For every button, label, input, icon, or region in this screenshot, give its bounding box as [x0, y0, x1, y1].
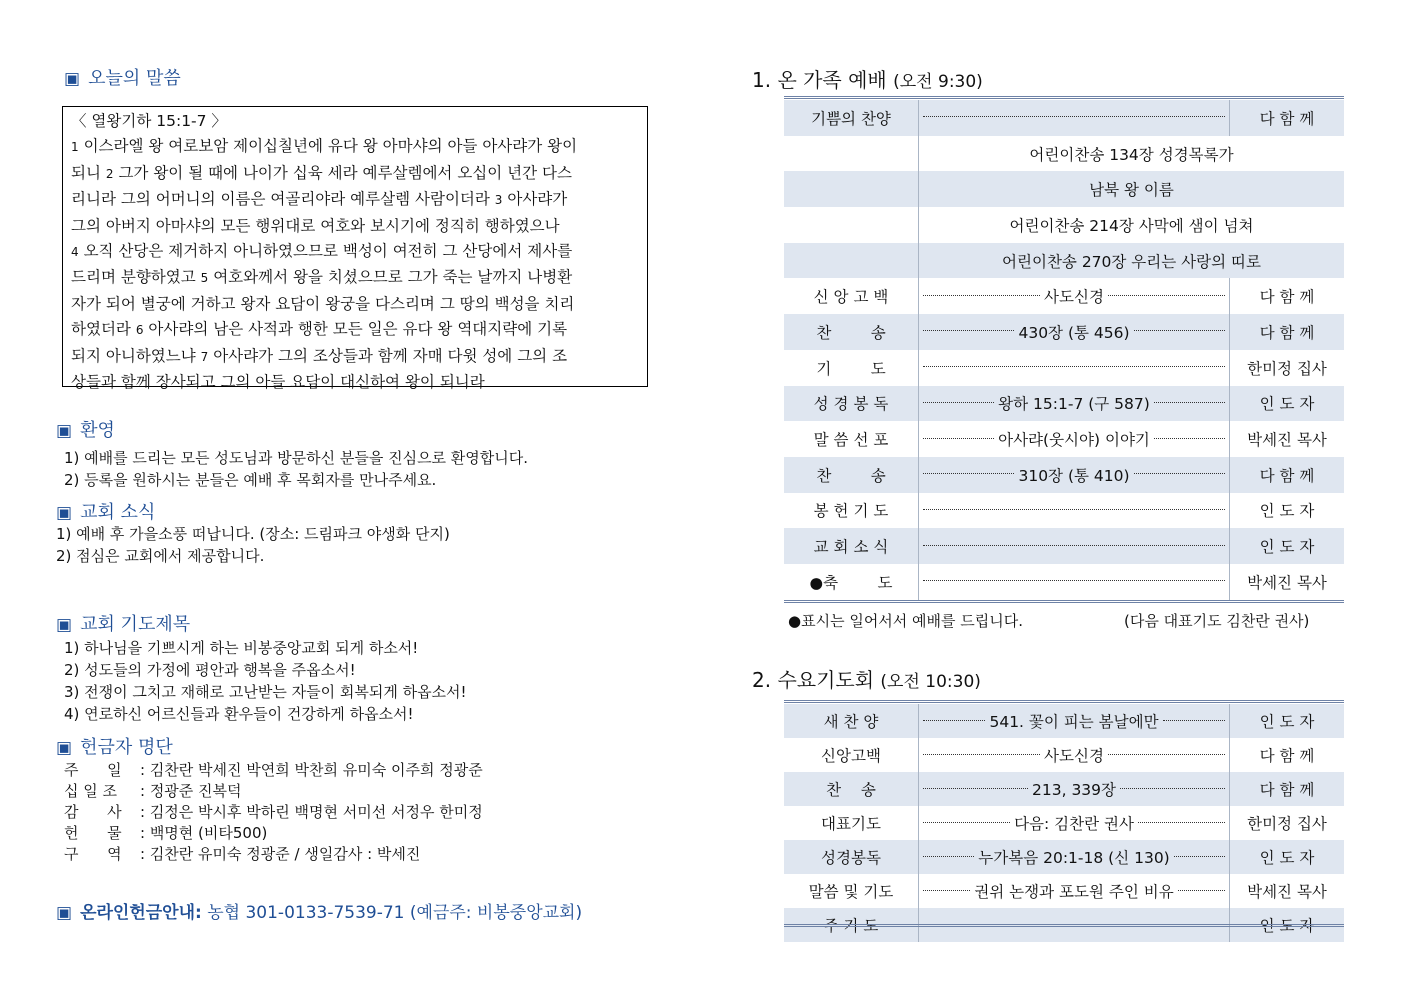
welcome-item: 1) 예배를 드리는 모든 성도님과 방문하신 분들을 진심으로 환영합니다. [64, 449, 529, 467]
dotted-leader [923, 438, 994, 439]
order-row [784, 278, 1344, 314]
order-item-name: 기 도 [784, 350, 919, 386]
order-item-name: 성 경 봉 독 [784, 386, 919, 422]
donor-title: 헌금자 명단 [80, 737, 173, 758]
prayer-item: 4) 연로하신 어르신들과 환우들이 건강하게 하옵소서! [64, 705, 414, 723]
welcome-title: 환영 [80, 420, 115, 441]
verse-text: 여호와께서 왕을 치셨으므로 그가 죽는 날까지 나병환 [208, 268, 573, 287]
verse-text: 그가 왕이 될 때에 나이가 십육 세라 예루살렘에서 오십이 년간 다스 [113, 163, 572, 182]
donor-row: 구 역 : 김찬란 유미숙 정광준 / 생일감사 : 박세진 [64, 845, 421, 863]
order-item-name: 말씀 및 기도 [784, 874, 919, 908]
worship1-bottom-rule [784, 600, 1344, 603]
order-item-leader: 다 함 께 [1230, 772, 1345, 806]
verse-text: 이스라엘 왕 여로보암 제이십칠년에 유다 왕 아마샤의 아들 아사랴가 왕이 [78, 137, 578, 156]
order-item-detail: 다음: 김찬란 권사 [1014, 815, 1134, 833]
prayer-title: 교회 기도제목 [80, 614, 191, 635]
order-item-leader: 인 도 자 [1259, 502, 1315, 521]
verse-text: 오직 산당은 제거하지 아니하였으므로 백성이 여전히 그 산당에서 제사를 [78, 242, 573, 261]
order-row [784, 874, 1344, 908]
order-row [784, 457, 1344, 493]
verse-text: 아사랴의 남은 사적과 행한 모든 일은 유다 왕 역대지략에 기록 [143, 320, 568, 339]
dotted-leader [923, 545, 1225, 546]
welcome-item: 2) 등록을 원하시는 분들은 예배 후 목회자를 만나주세요. [64, 471, 437, 489]
donor-row: 감 사 : 김정은 박시후 박하린 백명현 서미선 서정우 한미정 [64, 803, 483, 821]
verse-text: 자가 되어 별궁에 거하고 왕자 요담이 왕궁을 다스리며 그 땅의 백성을 치리 [71, 294, 575, 313]
order-row [784, 840, 1344, 874]
square-bullet-icon: ▣ [64, 69, 81, 89]
order-item-detail: 아사랴(웃시야) 이야기 [998, 431, 1150, 450]
dotted-leader [923, 580, 1225, 581]
order-item-leader: 다 함 께 [1230, 457, 1345, 493]
scripture-line [71, 370, 639, 395]
standing-note: ●표시는 일어서서 예배를 드립니다. [788, 612, 1024, 630]
verse-number: 7 [200, 349, 209, 364]
order-row [784, 421, 1344, 457]
dotted-leader [923, 754, 1040, 755]
scripture-line [71, 265, 639, 291]
dotted-leader [923, 330, 1014, 331]
order-item-detail: 왕하 15:1-7 (구 587) [998, 395, 1150, 414]
donor-list [64, 760, 483, 865]
news-title: 교회 소식 [80, 502, 156, 523]
hymn-line: 어린이찬송 214장 사막에 샘이 넘쳐 [1009, 216, 1254, 235]
scripture-line [71, 292, 639, 317]
news-list [56, 523, 450, 567]
order-item-name: 말 씀 선 포 [784, 421, 919, 457]
dotted-leader [923, 509, 1225, 510]
verse-text: 되지 아니하였느냐 [71, 346, 201, 365]
online-label: 온라인헌금안내: [80, 903, 202, 923]
worship1-title: 1. 온 가족 예배 [752, 68, 887, 92]
verse-number: 3 [494, 193, 503, 208]
order-item-detail: 310장 (통 410) [1018, 466, 1130, 485]
prayer-section-header [56, 610, 190, 636]
dotted-leader [923, 116, 1225, 117]
word-title: 오늘의 말씀 [88, 68, 181, 89]
order-row [784, 100, 1344, 136]
welcome-section-header [56, 416, 115, 442]
order-item-leader: 다 함 께 [1259, 288, 1315, 307]
verse-number: 2 [105, 166, 114, 181]
hymn-line: 어린이찬송 270장 우리는 사랑의 띠로 [919, 243, 1345, 279]
prayer-item: 3) 전쟁이 그치고 재해로 고난받는 자들이 회복되게 하옵소서! [64, 683, 467, 701]
worship2-bottom-rule [784, 924, 1344, 927]
order-row [784, 386, 1344, 422]
order-item-leader: 인 도 자 [1230, 528, 1345, 564]
dotted-leader [923, 473, 1014, 474]
dotted-leader [923, 366, 1225, 367]
word-section-header [64, 64, 181, 90]
scripture-line [71, 134, 639, 160]
scripture-line [71, 161, 639, 187]
verse-text: 상들과 함께 장사되고 그의 아들 요담이 대신하여 왕이 되니라 [71, 373, 485, 392]
dotted-leader [923, 856, 974, 857]
order-item-leader: 인 도 자 [1230, 908, 1345, 942]
worship1-heading [752, 64, 983, 93]
order-item-name: 찬 송 [784, 314, 919, 350]
order-item-detail: 541. 꽃이 피는 봄날에만 [989, 713, 1159, 731]
order-item-detail: 430장 (통 456) [1018, 323, 1130, 342]
worship2-time: (오전 10:30) [880, 672, 981, 692]
verse-number: 1 [71, 140, 79, 155]
verse-number: 5 [200, 271, 209, 286]
online-account: 농협 301-0133-7539-71 (예금주: 비봉중앙교회) [207, 903, 583, 923]
online-offering [56, 898, 582, 923]
square-bullet-icon: ▣ [56, 738, 73, 758]
order-item-detail: 누가복음 20:1-18 (신 130) [978, 849, 1170, 867]
dotted-leader [1134, 473, 1225, 474]
verse-text: 드리며 분향하였고 [71, 268, 201, 287]
worship2-table [784, 704, 1344, 942]
order-row [784, 704, 1344, 738]
hymn-line: 어린이찬송 134장 성경목록가 [1029, 145, 1234, 164]
dotted-leader [1163, 720, 1225, 721]
verse-text: 그의 아버지 아마샤의 모든 행위대로 여호와 보시기에 정직히 행하였으나 [71, 216, 560, 235]
order-item-leader: 다 함 께 [1259, 747, 1315, 765]
order-item-leader: 인 도 자 [1230, 704, 1345, 738]
order-row [784, 350, 1344, 386]
order-item-detail: 사도신경 [1044, 747, 1104, 765]
square-bullet-icon: ▣ [56, 903, 73, 923]
dotted-leader [1178, 890, 1225, 891]
verse-text: 아사랴가 [502, 190, 568, 209]
worship2-top-rule [784, 700, 1344, 703]
order-row [784, 738, 1344, 772]
square-bullet-icon: ▣ [56, 421, 73, 441]
next-prayer-note: (다음 대표기도 김찬란 권사) [1124, 612, 1310, 630]
dotted-leader [923, 890, 970, 891]
order-item-name: 새 찬 양 [784, 704, 919, 738]
dotted-leader [1154, 438, 1225, 439]
order-item-name: 신 앙 고 백 [784, 278, 919, 314]
order-item-leader: 박세진 목사 [1247, 573, 1327, 592]
order-row [784, 243, 1344, 279]
dotted-leader [1108, 295, 1225, 296]
order-item-name: 찬 송 [784, 772, 919, 806]
order-item-leader: 다 함 께 [1230, 314, 1345, 350]
order-item-detail: 사도신경 [1044, 288, 1104, 307]
order-item-name [784, 207, 919, 243]
dotted-leader [923, 822, 1010, 823]
scripture-line [71, 344, 639, 370]
order-item-name: 기쁨의 찬양 [784, 100, 919, 136]
order-row [784, 136, 1344, 172]
worship1-time: (오전 9:30) [893, 72, 983, 92]
order-row [784, 806, 1344, 840]
prayer-list [64, 637, 467, 725]
order-row [784, 493, 1344, 529]
dotted-leader [1138, 822, 1225, 823]
scripture-line [71, 187, 639, 213]
square-bullet-icon: ▣ [56, 503, 73, 523]
verse-number: 6 [135, 323, 144, 338]
order-row [784, 528, 1344, 564]
donor-row: 헌 물 : 백명현 (비타500) [64, 824, 268, 842]
order-item-name [784, 136, 919, 172]
worship2-heading [752, 664, 981, 693]
order-row [784, 207, 1344, 243]
order-item-detail: 권위 논쟁과 포도원 주인 비유 [974, 883, 1174, 901]
scripture-line [71, 214, 639, 239]
dotted-leader [1120, 788, 1225, 789]
donor-row: 십 일 조 : 정광준 진복덕 [64, 782, 242, 800]
scripture-ref: 〈 열왕기하 15:1-7 〉 [71, 112, 227, 130]
verse-number: 4 [71, 245, 79, 260]
dotted-leader [923, 720, 985, 721]
verse-text: 아사랴가 그의 조상들과 함께 자매 다윗 성에 그의 조 [208, 346, 568, 365]
verse-text: 리니라 그의 어머니의 이름은 여골리야라 예루살렘 사람이더라 [71, 190, 495, 209]
dotted-leader [923, 788, 1028, 789]
order-item-leader: 인 도 자 [1230, 840, 1345, 874]
order-item-name: 찬 송 [784, 457, 919, 493]
dotted-leader [923, 402, 994, 403]
order-item-name: 봉 헌 기 도 [784, 493, 919, 529]
order-row [784, 564, 1344, 600]
dotted-leader [1154, 402, 1225, 403]
order-item-name [784, 243, 919, 279]
order-item-name: ●축 도 [784, 564, 919, 600]
square-bullet-icon: ▣ [56, 615, 73, 635]
order-item-leader: 다 함 께 [1230, 100, 1345, 136]
order-row [784, 772, 1344, 806]
order-item-leader: 박세진 목사 [1247, 431, 1327, 450]
order-item-leader: 한미정 집사 [1247, 815, 1327, 833]
prayer-item: 1) 하나님을 기쁘시게 하는 비봉중앙교회 되게 하소서! [64, 639, 419, 657]
worship1-top-rule [784, 96, 1344, 99]
news-item: 1) 예배 후 가을소풍 떠납니다. (장소: 드림파크 야생화 단지) [56, 525, 450, 543]
order-item-leader: 한미정 집사 [1247, 359, 1327, 378]
donor-row: 주 일 : 김찬란 박세진 박연희 박찬희 유미숙 이주희 정광준 [64, 761, 483, 779]
order-item-leader: 인 도 자 [1230, 386, 1345, 422]
order-item-name: 교 회 소 식 [784, 528, 919, 564]
dotted-leader [923, 295, 1040, 296]
scripture-line [71, 317, 639, 343]
donor-section-header [56, 733, 173, 759]
worship1-table [784, 100, 1344, 600]
order-item-detail: 213, 339장 [1032, 781, 1116, 799]
welcome-list [64, 447, 528, 491]
hymn-line: 남북 왕 이름 [919, 171, 1345, 207]
order-item-name: 대표기도 [784, 806, 919, 840]
dotted-leader [1174, 856, 1225, 857]
prayer-item: 2) 성도들의 가정에 평안과 행복을 주옵소서! [64, 661, 356, 679]
order-item-name: 주 기 도 [784, 908, 919, 942]
verse-text: 하였더라 [71, 320, 136, 339]
news-item: 2) 점심은 교회에서 제공합니다. [56, 547, 265, 565]
order-row [784, 171, 1344, 207]
news-section-header [56, 498, 155, 524]
order-item-leader: 박세진 목사 [1247, 883, 1327, 901]
order-item-name: 성경봉독 [784, 840, 919, 874]
worship2-title: 2. 수요기도회 [752, 668, 875, 692]
verse-text: 되니 [71, 163, 106, 182]
scripture-text [71, 134, 639, 395]
dotted-leader [1134, 330, 1225, 331]
order-item-name [784, 171, 919, 207]
scripture-line [71, 239, 639, 265]
scripture-box [62, 106, 648, 392]
order-row [784, 314, 1344, 350]
order-item-name: 신앙고백 [784, 738, 919, 772]
dotted-leader [1108, 754, 1225, 755]
